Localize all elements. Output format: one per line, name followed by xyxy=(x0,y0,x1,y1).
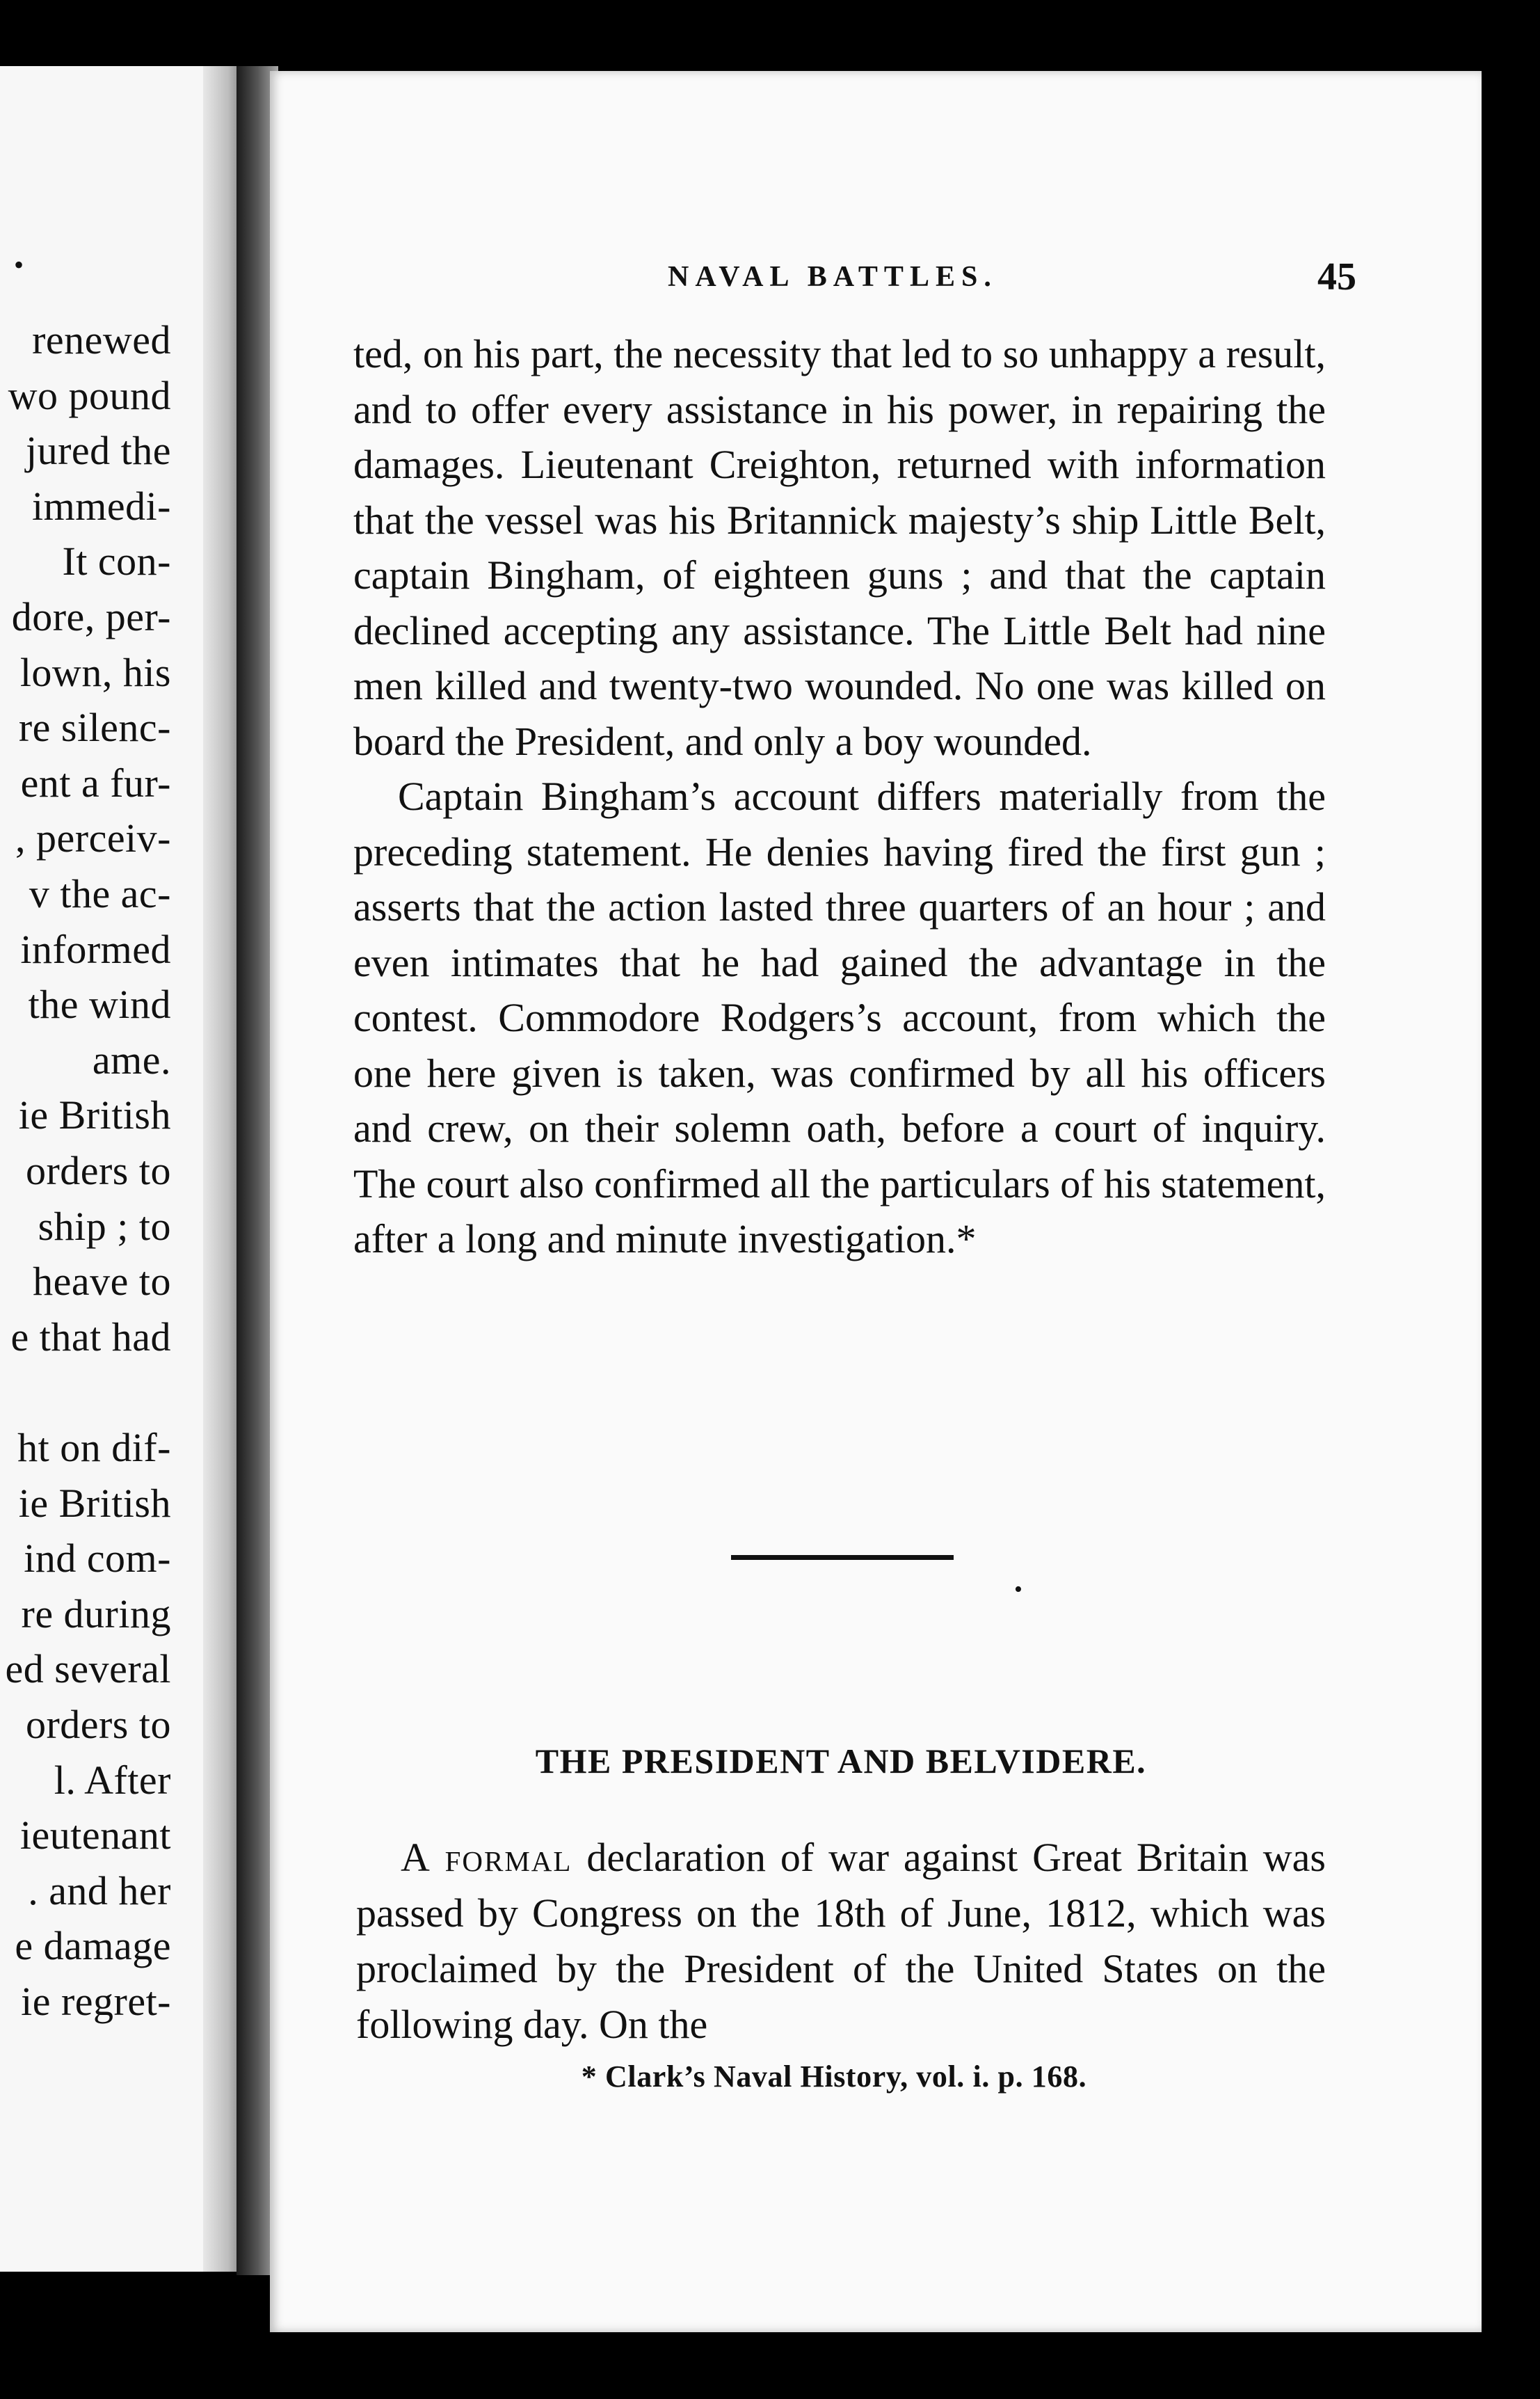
left-page-line: It con- xyxy=(62,539,171,584)
paragraph-1: ted, on his part, the necessity that led to so unhappy a result, and to offer every assistance in his power, in repairing the damages. Lieutenant Creighton, returned with information that the vessel was his Britannick majesty’s ship Little Belt, captain Bingham, of eighteen guns ; and that the captain declined accepting any assistance. The Little Belt had nine men killed and twenty-two wounded. No one was killed on board the President, and only a boy wounded. xyxy=(353,331,1326,764)
left-page-line: heave to xyxy=(33,1259,171,1305)
footnote: * Clark’s Naval History, vol. i. p. 168. xyxy=(581,2059,1087,2094)
left-page-line: ship ; to xyxy=(38,1203,171,1249)
left-page-dot: • xyxy=(14,249,24,280)
left-page-line: immedi- xyxy=(31,483,171,529)
left-page-line: wo pound xyxy=(8,372,171,418)
left-page-line: re silenc- xyxy=(18,705,171,751)
left-page-line: ent a fur- xyxy=(20,760,171,806)
page-number: 45 xyxy=(1317,255,1356,298)
body-text xyxy=(353,326,1326,1267)
left-page-line: ed several xyxy=(5,1646,171,1692)
left-page-line: v the ac- xyxy=(29,871,171,916)
section-heading: THE PRESIDENT AND BELVIDERE. xyxy=(535,1742,1147,1780)
left-page-line: jured the xyxy=(25,428,171,474)
left-page-line: renewed xyxy=(32,317,171,362)
left-page-line: ht on dif- xyxy=(17,1425,171,1470)
left-page-line: . and her xyxy=(28,1867,171,1913)
section-opening-word: A formal xyxy=(401,1835,572,1880)
left-page-line: ie regret- xyxy=(21,1979,171,2024)
left-page-line: lown, his xyxy=(19,649,171,695)
left-page-line: orders to xyxy=(25,1148,171,1193)
left-page-line: orders to xyxy=(25,1702,171,1747)
stray-dot: • xyxy=(1014,1577,1022,1602)
left-page-line: the wind xyxy=(28,982,171,1028)
left-page-line: ame. xyxy=(92,1037,171,1083)
section-paragraph xyxy=(356,1830,1326,2053)
left-page-line: e damage xyxy=(15,1923,171,1969)
left-page-line: ie British xyxy=(18,1092,171,1138)
left-page-line: dore, per- xyxy=(11,594,171,639)
left-page-line: ind com- xyxy=(24,1536,171,1581)
paragraph-2: Captain Bingham’s account differs materially from the preceding statement. He denies having fired the first gun ; asserts that the action lasted three quarters of an hour ; and even intimates that he had gained the advantage in the contest. Commodore Rodgers’s account, from which the one here given is taken, was confirmed by all his officers and crew, on their solemn oath, before a court of inquiry. The court also confirmed all the particulars of his statement, after a long and minute investigation.* xyxy=(353,774,1326,1261)
left-page-line: ieutenant xyxy=(19,1812,171,1858)
section-paragraph-text: declaration of war against Great Britain was passed by Congress on the 18th of June, 1812, which was proclaimed by the President of the United States on the following day. On the xyxy=(356,1835,1326,2047)
section-text xyxy=(356,1830,1326,2053)
left-page-fragment xyxy=(0,66,245,2272)
left-page-line: e that had xyxy=(10,1314,171,1360)
right-page xyxy=(270,71,1482,2332)
left-page-line: l. After xyxy=(54,1757,171,1803)
left-page-line: , perceiv- xyxy=(15,815,171,861)
section-divider-rule xyxy=(731,1555,954,1560)
running-head xyxy=(270,249,1482,305)
left-page-line: re during xyxy=(21,1591,171,1636)
running-title: NAVAL BATTLES. xyxy=(668,261,997,293)
left-page-line: informed xyxy=(20,926,171,972)
left-page-line: ie British xyxy=(18,1480,171,1526)
